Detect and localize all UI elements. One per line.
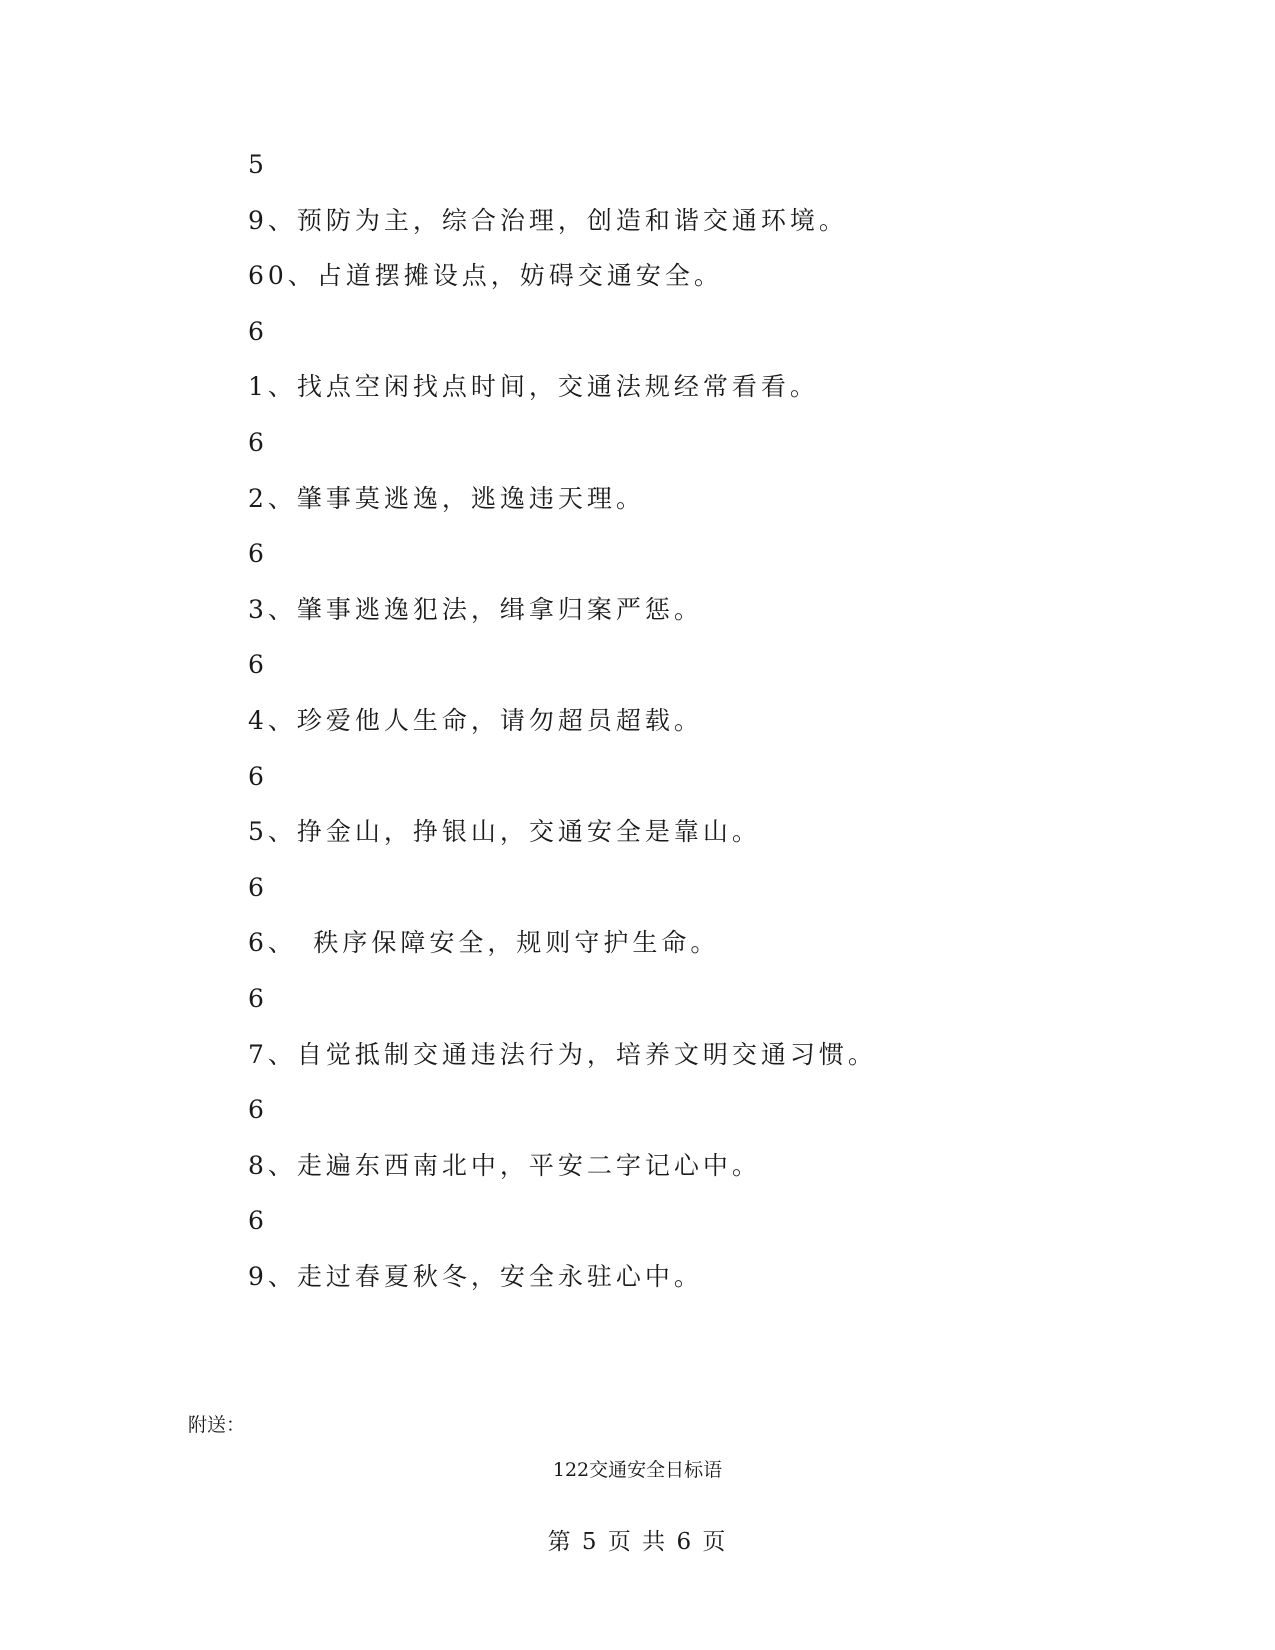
- text-line: 6: [248, 872, 268, 902]
- text-line: 3、肇事逃逸犯法，缉拿归案严惩。: [248, 594, 703, 624]
- text-line: 6: [248, 427, 268, 457]
- text-line: 6: [248, 316, 268, 346]
- appendix-title: 122交通安全日标语: [552, 1459, 723, 1481]
- text-line: 5、挣金山，挣银山，交通安全是靠山。: [248, 817, 761, 847]
- appendix-label: 附送：: [188, 1414, 246, 1436]
- text-line: 9、走过春夏秋冬，安全永驻心中。: [248, 1261, 703, 1291]
- text-line: 6: [248, 1095, 268, 1125]
- text-line: 6、 秩序保障安全，规则守护生命。: [248, 928, 720, 958]
- text-line: 6: [248, 650, 268, 680]
- text-line: 6: [248, 1206, 268, 1236]
- text-line: 6: [248, 761, 268, 791]
- text-line: 5: [248, 150, 268, 179]
- text-line: 2、肇事莫逃逸，逃逸违天理。: [248, 483, 645, 513]
- page-number-footer: 第 5 页 共 6 页: [547, 1529, 728, 1555]
- text-line: 8、走遍东西南北中，平安二字记心中。: [248, 1150, 761, 1180]
- text-line: 7、自觉抵制交通违法行为，培养文明交通习惯。: [248, 1039, 877, 1069]
- text-line: 9、预防为主，综合治理，创造和谐交通环境。: [248, 205, 848, 235]
- text-line: 60、占道摆摊设点，妨碍交通安全。: [248, 261, 723, 291]
- slogan-list: [248, 150, 877, 1317]
- text-line: 6: [248, 539, 268, 569]
- text-line: 4、珍爱他人生命，请勿超员超载。: [248, 705, 703, 735]
- text-line: 1、找点空闲找点时间，交通法规经常看看。: [248, 372, 819, 402]
- text-line: 6: [248, 983, 268, 1013]
